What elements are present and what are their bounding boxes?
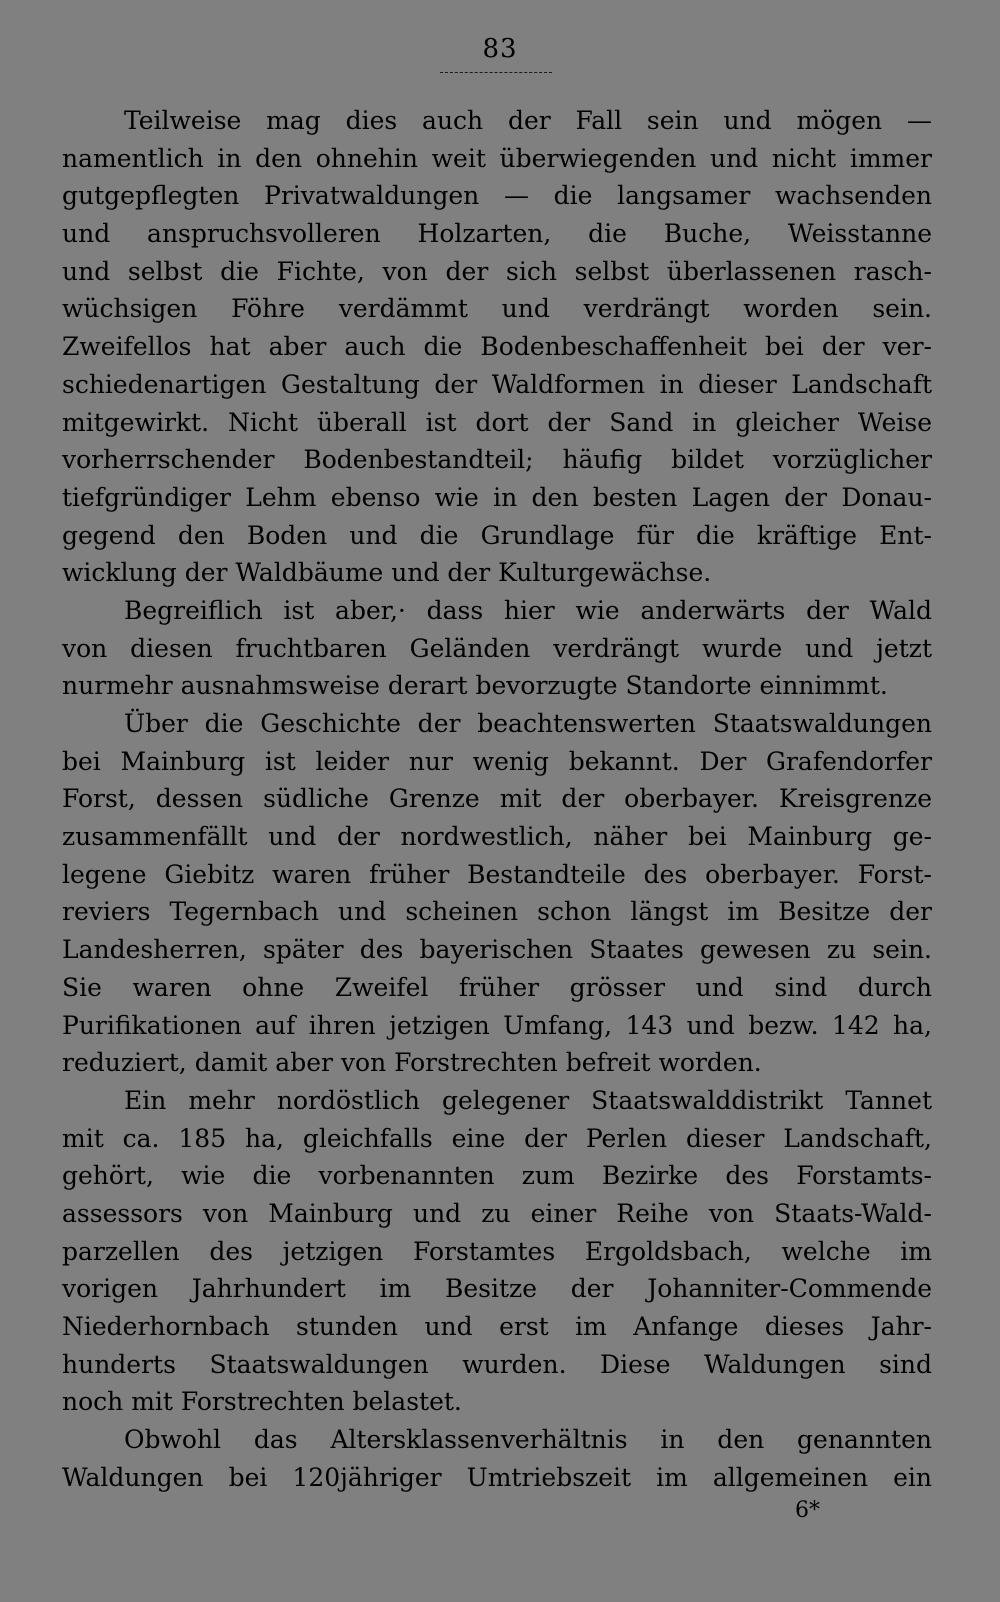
- text-line: Sie waren ohne Zweifel früher grösser und sind durch: [62, 972, 932, 1002]
- text-line: Forst, dessen südliche Grenze mit der oberbayer. Kreisgrenze: [62, 784, 932, 814]
- text-line: schiedenartigen Gestaltung der Waldformen in dieser Landschaft: [62, 369, 932, 399]
- text-line: Niederhornbach stunden und erst im Anfange dieses Jahr-: [62, 1312, 932, 1341]
- text-line: hunderts Staatswaldungen wurden. Diese Waldungen sind: [62, 1349, 932, 1379]
- paragraph: [62, 1082, 932, 1421]
- text-line: vorigen Jahrhundert im Besitze der Johanniter-Commende: [62, 1274, 932, 1304]
- text-line: namentlich in den ohnehin weit überwiegenden und nicht immer: [62, 143, 932, 173]
- text-line: gutgepflegten Privatwaldungen — die langsamer wachsenden: [62, 181, 932, 211]
- text-line: wicklung der Waldbäume und der Kulturgewächse.: [62, 558, 712, 588]
- text-line: reviers Tegernbach und scheinen schon längst im Besitze der: [62, 897, 932, 927]
- text-line: mitgewirkt. Nicht überall ist dort der Sand in gleicher Weise: [62, 407, 932, 437]
- text-line: mit ca. 185 ha, gleichfalls eine der Perlen dieser Landschaft,: [62, 1123, 932, 1153]
- text-line: Teilweise mag dies auch der Fall sein und mögen —: [124, 106, 932, 135]
- text-line: Purifikationen auf ihren jetzigen Umfang, 143 und bezw. 142 ha,: [62, 1010, 932, 1040]
- signature-mark: 6*: [795, 1498, 820, 1523]
- text-line: gegend den Boden und die Grundlage für die kräftige Ent-: [62, 520, 932, 550]
- header-rule: [440, 72, 552, 73]
- text-line: Waldungen bei 120jähriger Umtriebszeit im allgemeinen ein: [62, 1462, 932, 1492]
- text-line: assessors von Mainburg und zu einer Reihe von Staats-Wald-: [62, 1198, 932, 1228]
- text-line: zusammenfällt und der nordwestlich, näher bei Mainburg ge-: [62, 822, 932, 852]
- paragraph: [62, 102, 932, 592]
- text-line: Zweifellos hat aber auch die Bodenbeschaffenheit bei der ver-: [62, 332, 932, 362]
- text-line: gehört, wie die vorbenannten zum Bezirke des Forstamts-: [62, 1161, 932, 1191]
- text-line: Obwohl das Altersklassenverhältnis in den genannten: [124, 1425, 932, 1455]
- text-line: nurmehr ausnahmsweise derart bevorzugte Standorte einnimmt.: [62, 671, 888, 701]
- text-line: vorherrschender Bodenbestandteil; häufig bildet vorzüglicher: [62, 445, 932, 475]
- text-line: wüchsigen Föhre verdämmt und verdrängt worden sein.: [62, 294, 932, 324]
- text-line: noch mit Forstrechten belastet.: [62, 1387, 462, 1417]
- text-line: Ein mehr nordöstlich gelegener Staatswalddistrikt Tannet: [124, 1085, 932, 1115]
- text-line: legene Giebitz waren früher Bestandteile des oberbayer. Forst-: [62, 859, 932, 889]
- paragraph: [62, 1421, 932, 1496]
- text-line: reduziert, damit aber von Forstrechten befreit worden.: [62, 1048, 762, 1078]
- page-number: 83: [482, 34, 518, 64]
- text-line: von diesen fruchtbaren Geländen verdrängt wurde und jetzt: [62, 633, 932, 663]
- text-line: und anspruchsvolleren Holzarten, die Buche, Weisstanne: [62, 219, 932, 249]
- text-line: Über die Geschichte der beachtenswerten Staatswaldungen: [124, 709, 932, 738]
- text-line: bei Mainburg ist leider nur wenig bekannt. Der Grafendorfer: [62, 746, 932, 776]
- text-line: parzellen des jetzigen Forstamtes Ergoldsbach, welche im: [62, 1236, 932, 1266]
- text-line: tiefgründiger Lehm ebenso wie in den besten Lagen der Donau-: [62, 482, 932, 512]
- text-line: Begreiflich ist aber,· dass hier wie anderwärts der Wald: [124, 595, 932, 625]
- paragraph: [62, 592, 932, 705]
- text-line: und selbst die Fichte, von der sich selbst überlassenen rasch-: [62, 256, 932, 286]
- paragraph: [62, 705, 932, 1082]
- text-line: Landesherren, später des bayerischen Staates gewesen zu sein.: [62, 935, 932, 965]
- body-text: [62, 102, 932, 1496]
